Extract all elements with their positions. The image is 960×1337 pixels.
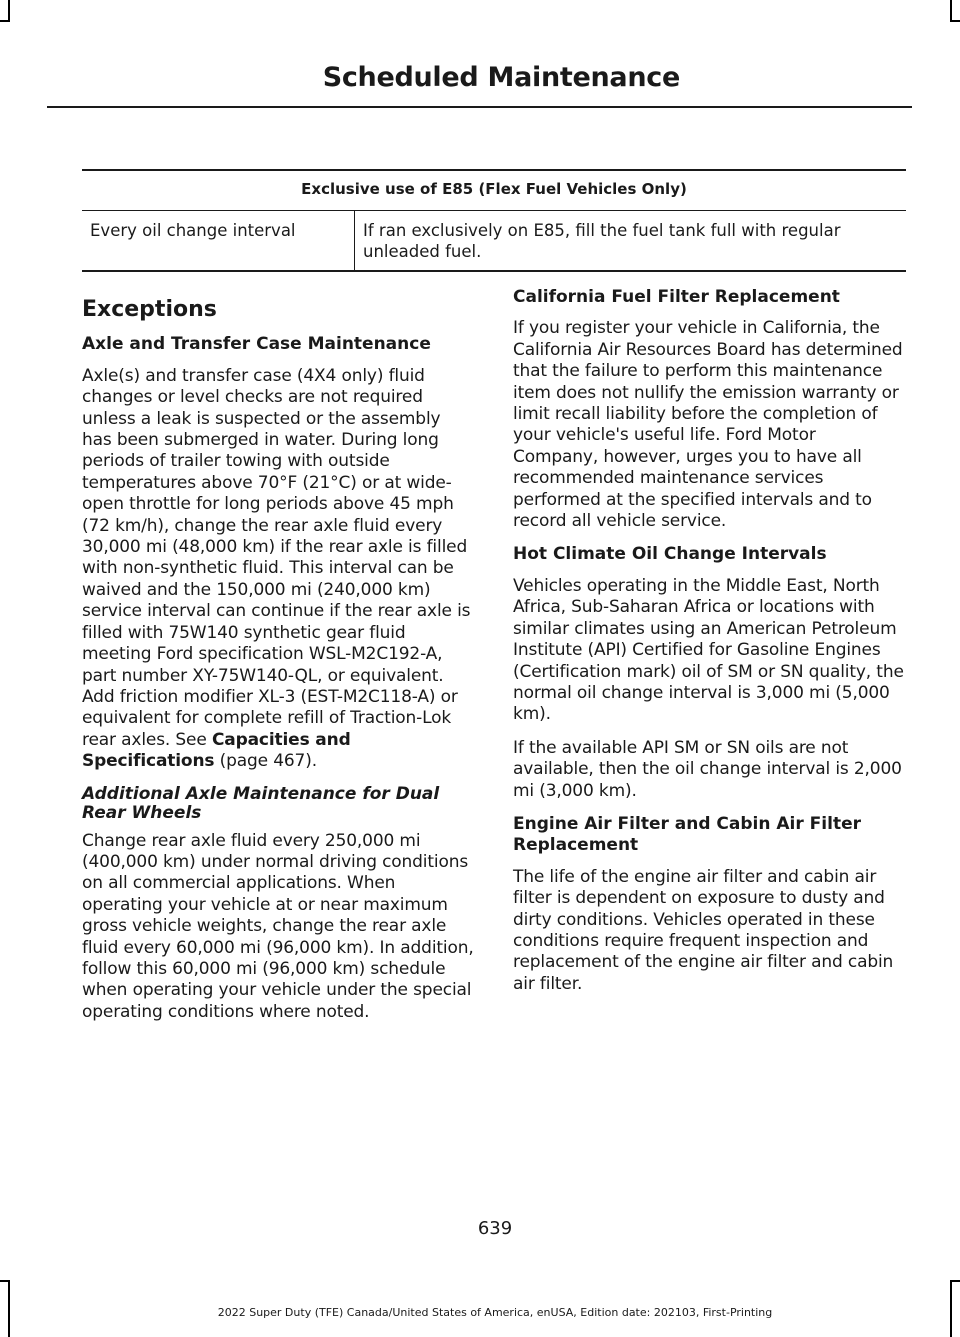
axle-text: Axle(s) and transfer case (4X4 only) fluid changes or level checks are not required unless a leak is suspected or the assembly has been submerged in water. During long periods of trailer towing with outside temperatures above 70°F (21°C) or at wide-open throttle for long periods above 45 mph (72 km/h), change the rear axle fluid every 30,000 mi (48,000 km) if the rear axle is filled with non-synthetic fluid. This interval can be waived and the 150,000 mi (240,000 km) service interval can continue if the rear axle is filled with 75W140 synthetic gear fluid meeting Ford specification WSL-M2C192-A, part number XY-75W140-QL, or equivalent. Add friction modifier XL-3 (EST-M2C118-A) or equivalent for complete refill of Traction-Lok rear axles. See [82, 365, 471, 750]
crop-mark [950, 0, 952, 20]
crop-mark [950, 20, 960, 22]
air-filter-heading: Engine Air Filter and Cabin Air Filter Replacement [513, 813, 861, 856]
table-cell-action: If ran exclusively on E85, fill the fuel tank full with regular unleaded fuel. [355, 211, 907, 272]
exceptions-heading: Exceptions [82, 297, 217, 322]
axle-page-ref: (page 467). [214, 751, 317, 772]
dual-wheels-heading: Additional Axle Maintenance for Dual Rear Wheels [82, 783, 440, 823]
hot-climate-paragraph-2: If the available API SM or SN oils are not available, then the oil change interval is 2,000 mi (3,000 km). [513, 737, 902, 801]
right-column [513, 287, 905, 1007]
hot-climate-paragraph: Vehicles operating in the Middle East, North Africa, Sub-Saharan Africa or locations with similar climates using an American Petroleum Institute (API) Certified for Gasoline Engines (Certification mark) oil of SM or SN quality, the normal oil change interval is 3,000 mi (5,000 km). [513, 575, 904, 725]
left-column [82, 285, 474, 1035]
header-divider [47, 106, 912, 108]
crop-mark [0, 20, 10, 22]
axle-heading: Axle and Transfer Case Maintenance [82, 334, 431, 355]
page-title: Scheduled Maintenance [322, 62, 680, 93]
crop-mark [8, 0, 10, 20]
crop-mark [0, 1280, 10, 1282]
e85-maintenance-table [82, 169, 906, 272]
footer: 2022 Super Duty (TFE) Canada/United States of America, enUSA, Edition date: 202103, First-Printing [217, 1306, 773, 1319]
axle-paragraph [82, 366, 474, 773]
crop-mark [950, 1280, 960, 1282]
capacities-link[interactable]: Capacities and Specifications [82, 729, 351, 772]
page-number: 639 [477, 1218, 513, 1239]
table-heading: Exclusive use of E85 (Flex Fuel Vehicles Only) [82, 170, 906, 211]
air-filter-paragraph: The life of the engine air filter and cabin air filter is dependent on exposure to dusty and dirty conditions. Vehicles operated in these conditions require frequent inspection and replacement of the engine air filter and cabin air filter. [513, 866, 894, 994]
table-cell-interval: Every oil change interval [82, 211, 355, 272]
table-row [82, 211, 906, 272]
dual-wheels-paragraph: Change rear axle fluid every 250,000 mi (400,000 km) under normal driving conditions on all commercial applications. When operating your vehicle at or near maximum gross vehicle weights, change the rear axle fluid every 60,000 mi (96,000 km). In addition, follow this 60,000 mi (96,000 km) schedule when operating your vehicle under the special operating conditions where noted. [82, 830, 474, 1022]
california-heading: California Fuel Filter Replacement [513, 287, 840, 307]
hot-climate-heading: Hot Climate Oil Change Intervals [513, 544, 827, 565]
california-paragraph: If you register your vehicle in California, the California Air Resources Board has determined that the failure to perform this maintenance item does not nullify the emission warranty or limit recall liability before the completion of your vehicle's useful life. Ford Motor Company, however, urges you to have all recommended maintenance services performed at the specified intervals and to record all vehicle service. [513, 318, 903, 532]
